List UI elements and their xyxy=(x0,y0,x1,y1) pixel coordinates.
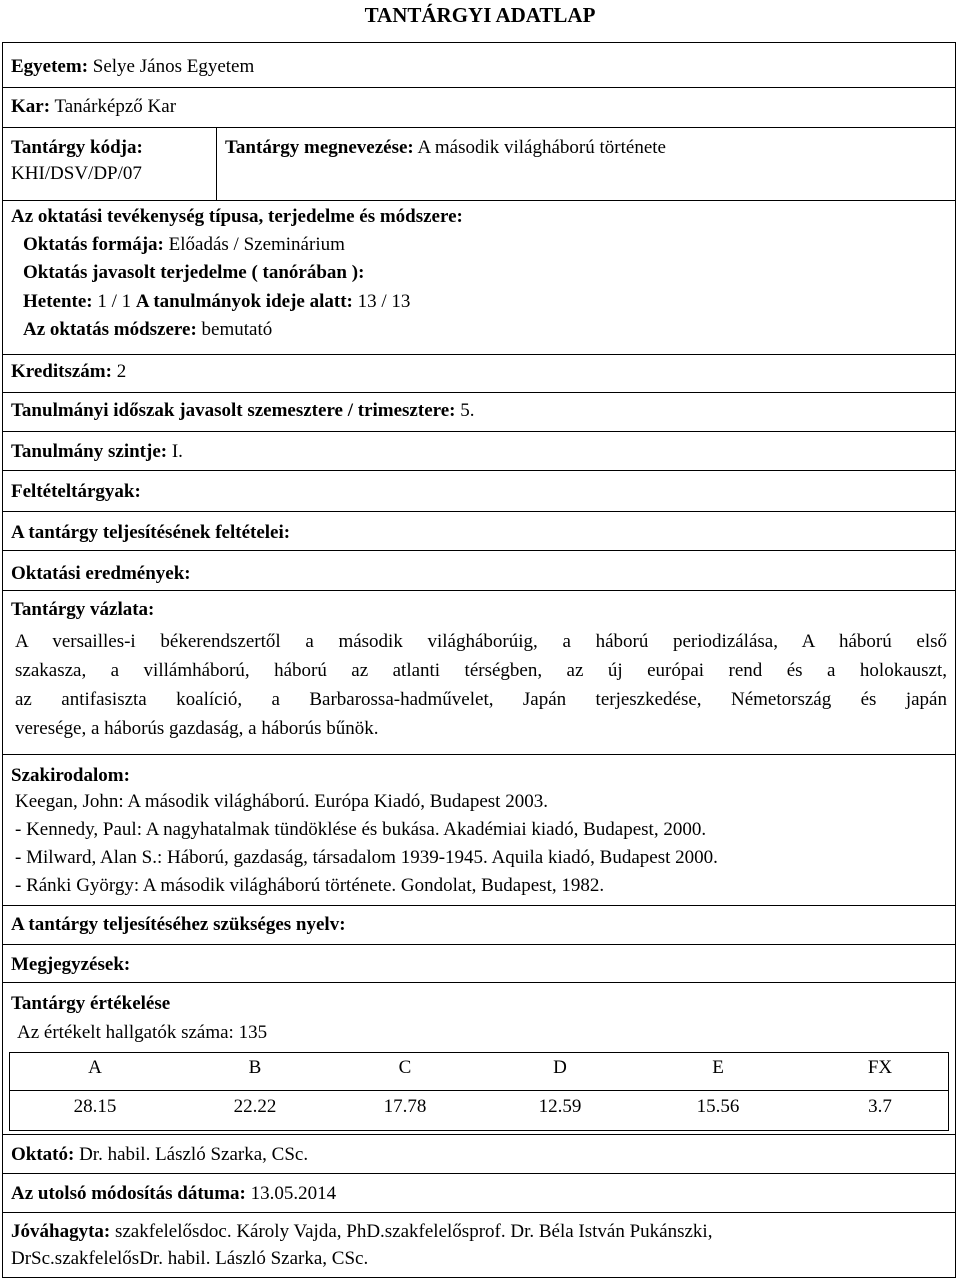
teacher-value: Dr. habil. László Szarka, CSc. xyxy=(79,1144,309,1165)
course-name-value: A második világháború története xyxy=(417,137,666,158)
grade-header: FX xyxy=(867,1057,893,1078)
language-box xyxy=(2,905,956,945)
level-box xyxy=(2,431,956,471)
credits-label: Kreditszám: xyxy=(11,361,112,382)
teacher-box xyxy=(2,1134,956,1174)
modified-value: 13.05.2014 xyxy=(250,1183,337,1204)
university-row xyxy=(11,56,254,78)
evaluation-count: Az értékelt hallgatók száma: 135 xyxy=(17,1022,268,1043)
grade-percent: 17.78 xyxy=(383,1096,427,1117)
teacher-label: Oktató: xyxy=(11,1144,75,1165)
conditions-label: A tantárgy teljesítésének feltételei: xyxy=(11,522,291,543)
language-label: A tantárgy teljesítéséhez szükséges nyelv: xyxy=(11,914,346,935)
divider xyxy=(216,127,217,200)
approved-line1: szakfelelősdoc. Károly Vajda, PhD.szakfelelősprof. Dr. Béla István Pukánszki, xyxy=(114,1221,713,1242)
grade-header: B xyxy=(248,1057,262,1078)
approved-label: Jóváhagyta: xyxy=(11,1221,111,1242)
grade-header: A xyxy=(88,1057,102,1078)
outline-box xyxy=(2,590,956,755)
grade-percent: 12.59 xyxy=(538,1096,582,1117)
grade-percent: 15.56 xyxy=(696,1096,740,1117)
notes-label: Megjegyzések: xyxy=(11,954,131,975)
prerequisites-label: Feltételtárgyak: xyxy=(11,481,141,502)
notes-box xyxy=(2,944,956,983)
approved-box xyxy=(2,1212,956,1278)
level-label: Tanulmány szintje: xyxy=(11,441,168,462)
activity-method-row: Az oktatás módszere: bemutató xyxy=(23,319,273,340)
activity-scope-label: Oktatás javasolt terjedelme ( tanórában ): xyxy=(23,262,365,283)
faculty-row xyxy=(11,96,176,118)
outcomes-box xyxy=(2,550,956,591)
faculty-label: Kar: xyxy=(11,96,51,117)
header-box xyxy=(2,42,956,201)
level-value: I. xyxy=(171,441,183,462)
grade-table xyxy=(9,1052,949,1131)
divider xyxy=(3,87,955,88)
university-value: Selye János Egyetem xyxy=(92,56,255,77)
semester-box xyxy=(2,392,956,432)
evaluation-label: Tantárgy értékelése xyxy=(11,993,171,1014)
grade-header: E xyxy=(712,1057,724,1078)
grade-percent: 28.15 xyxy=(73,1096,117,1117)
activity-hours-row: Hetente: 1 / 1 A tanulmányok ideje alatt: 13 / 13 xyxy=(23,291,411,312)
approved-line2: DrSc.szakfelelősDr. habil. László Szarka, CSc. xyxy=(11,1248,369,1269)
course-code-label: Tantárgy kódja: xyxy=(11,137,143,158)
outline-line: veresége, a háborús gazdaság, a háborús bűnök. xyxy=(15,718,379,739)
outline-line: szakasza, a villámháború, háború az atlanti térségben, az új európai rend és a holokauszt, xyxy=(15,660,947,681)
activity-box xyxy=(2,200,956,355)
credits-box xyxy=(2,354,956,393)
modified-box xyxy=(2,1173,956,1213)
grade-header: C xyxy=(398,1057,412,1078)
literature-item: Keegan, John: A második világháború. Európa Kiadó, Budapest 2003. xyxy=(15,791,548,812)
outline-label: Tantárgy vázlata: xyxy=(11,599,155,620)
faculty-value: Tanárképző Kar xyxy=(54,96,177,117)
university-label: Egyetem: xyxy=(11,56,89,77)
semester-label: Tanulmányi időszak javasolt szemesztere / trimesztere: xyxy=(11,400,456,421)
literature-item: - Milward, Alan S.: Háború, gazdaság, társadalom 1939-1945. Aquila kiadó, Budapest 2000. xyxy=(15,847,718,868)
grade-percent: 22.22 xyxy=(233,1096,277,1117)
course-code-value: KHI/DSV/DP/07 xyxy=(11,163,142,184)
course-name-label: Tantárgy megnevezése: xyxy=(225,137,414,158)
prerequisites-box xyxy=(2,470,956,512)
activity-heading: Az oktatási tevékenység típusa, terjedelme és módszere: xyxy=(11,206,463,227)
divider xyxy=(10,1090,948,1091)
course-name-row xyxy=(225,137,666,159)
outline-line: A versailles-i békerendszertől a második világháborúig, a háború periodizálása, A háború első xyxy=(15,631,947,652)
literature-item: - Ránki György: A második világháború története. Gondolat, Budapest, 1982. xyxy=(15,875,605,896)
grade-header: D xyxy=(553,1057,567,1078)
modified-label: Az utolsó módosítás dátuma: xyxy=(11,1183,246,1204)
credits-value: 2 xyxy=(116,361,127,382)
literature-label: Szakirodalom: xyxy=(11,765,130,786)
evaluation-box xyxy=(2,982,956,1135)
literature-item: - Kennedy, Paul: A nagyhatalmak tündöklése és bukása. Akadémiai kiadó, Budapest, 2000. xyxy=(15,819,707,840)
outcomes-label: Oktatási eredmények: xyxy=(11,563,191,584)
conditions-box xyxy=(2,511,956,551)
grade-percent: 3.7 xyxy=(868,1096,892,1117)
literature-box xyxy=(2,754,956,906)
outline-line: az antifasiszta koalíció, a Barbarossa-hadművelet, Japán terjeszkedése, Németország és japán xyxy=(15,689,947,710)
divider xyxy=(3,127,955,128)
activity-form-row: Oktatás formája: Előadás / Szeminárium xyxy=(23,234,345,255)
document-title: TANTÁRGYI ADATLAP xyxy=(364,3,596,27)
semester-value: 5. xyxy=(460,400,475,421)
